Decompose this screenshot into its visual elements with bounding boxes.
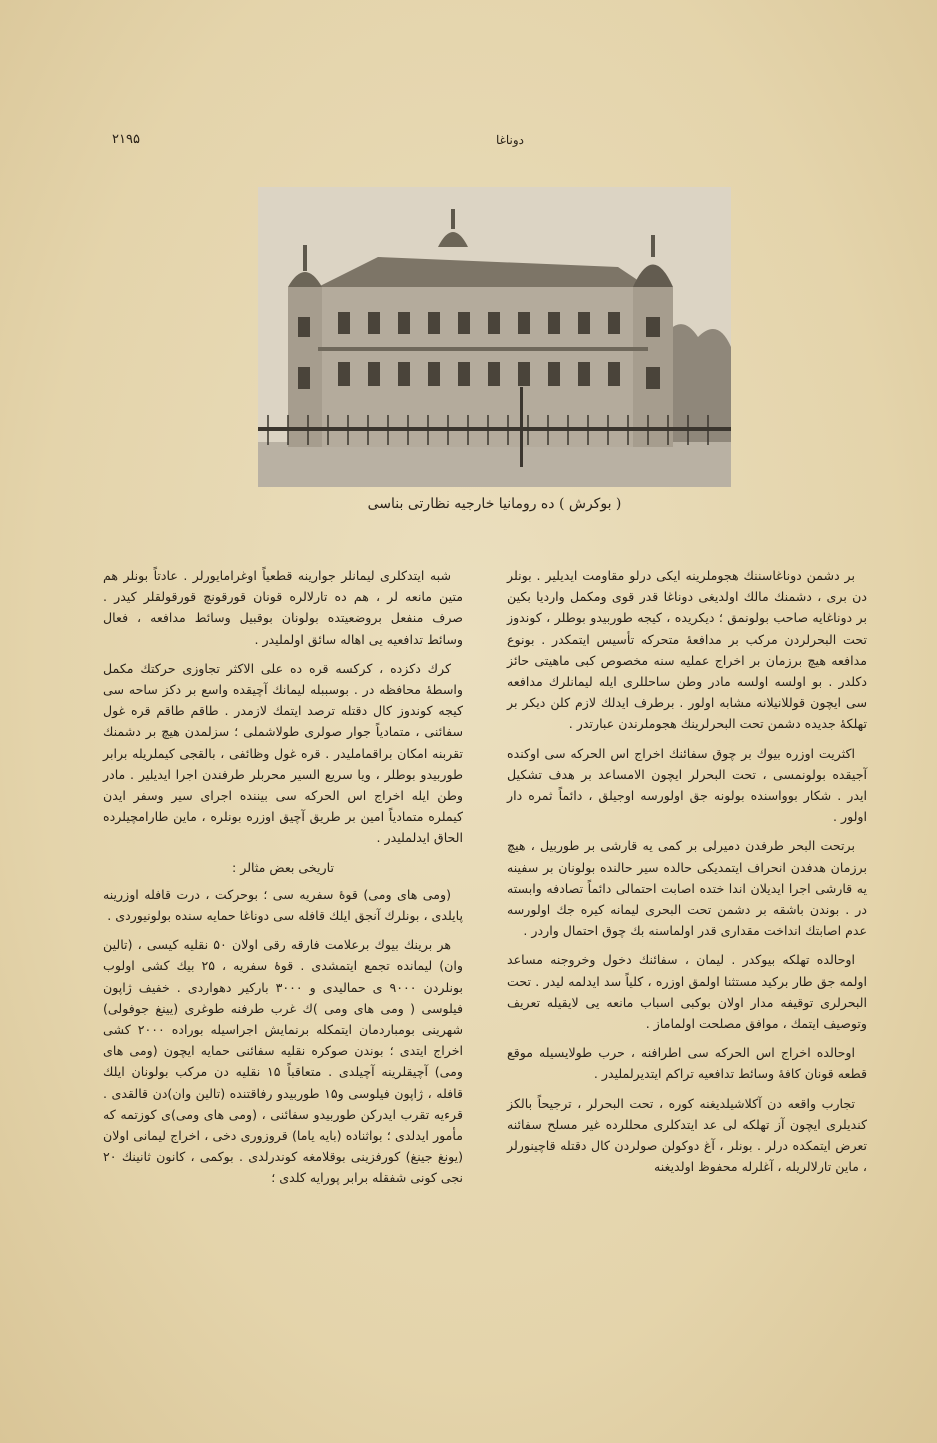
running-title: دوناغا (495, 133, 525, 147)
figure-caption: ( بوكرش ) ده رومانيا خارجيه نظارتى بناسى (367, 496, 622, 512)
paragraph: اوحالده اخراج اس الحرکه سی اطرافنه ، حرب طولایسیله موقع قطعه قونان کافهٔ وسائط تدافعیه تراکم ایتدیرلملیدر . (507, 1045, 867, 1082)
paragraph: برتحت البحر طرفدن دمیرلی بر کمی یه قارشی بر طوربیل ، هیچ برزمان هدفدن انحراف ایتمدیکی حالده سیر حالنده بولونان بر سفینه یه قارشی اجرا ایدیلان اندا ختده اصابت احتمالی دائماً تصادفه وابسته در . بوندن باشقه بر دشمن تحت البحری لیمانه کیره جك اولورسه عدم اصابتك انداخت مقداری قدر اولماسنه بك چوق احتمال واردر . (507, 838, 867, 939)
paragraph: بر دشمن دوناغاسننك هجوملرينه ايكى درلو مقاومت ايديلير . بونلر دن برى ، دشمنك مالك اولديغى دوناغا قدر قوى ومكمل واردیا بکین بر دوناغایه صاحب بولونمق ؛ دیکریده ، کیجه طوربیدو بوطلر ، کوندوز تحت البحرلردن مرکب بر مدافعهٔ متحرکه تأسیس ایتمکدر . بونوع مدافعه هیچ برزمان بر اخراج عملیه سنه مخصوص کبی ماهیتی حائز دکلدر . بو اولسه اولسه مادر وطن ساحللری ایله لیمانلرك مدافعه سی ایچون قوللانیلانه مشابه اولور . برطرف ایدلك لازم کلن دیکر بر تهلکهٔ جدیده دشمن تحت البحرلرینك هجوملرندن عبارتدر . (507, 568, 867, 732)
paragraph: اکثریت اوزره بیوك بر چوق سفائنك اخراج اس الحرکه سی اوکنده آجیقده بولونمسی ، تحت البحرلر ایچون الامساعد بر هدف تشکیل ایدر . شکار بوواسنده بولونه جق اولورسه اوجیلق ، دائماً ثمره دار اولور . (507, 745, 867, 825)
right-text-column (507, 565, 867, 1185)
paragraph: (ومی های ومی) قوهٔ سفریه سی ؛ بوحرکت ، درت قافله اوزرینه پایلدی ، بونلرك آنجق ایلك قافله سی دوناغا حمایه سنده بولونیوردی . (103, 886, 463, 924)
paragraph: شبه ایتدکلری لیمانلر جوارینه قطعیاً اوغرامایورلر . عادتاً بونلر هم متین مانعه لر ، هم ده تارلالره قونان قورقونچ قورقولقلر کیدر . صرف منفعل بروضعیتده بولونان بوقبیل وسائط مدافعه ، فعال وسائط تدافعیه یی اهاله سائق اولملیدر . (103, 568, 463, 647)
page-number: ۲۱۹۵ (112, 132, 140, 147)
paragraph: اوحالده تهلکه بیوکدر . لیمان ، سفائنك دخول وخروجنه مساعد اولمه جق طار برکید مستثنا اولمق اوزره ، کلیاً سد ایدلمه لیدر . تحت البحرلری توقیفه مدار اولان بوکبی اسباب مانعه یی لایقیله تعریف وتوصیف ایتمك ، موافق مصلحت اولماماز . (507, 952, 867, 1032)
paragraph: تجارب واقعه دن آکلاشیلدیغنه کوره ، تحت البحرلر ، ترجیحاً بالکز کندیلری ایچون آز تهلکه لی عد ایتدکلری محللرده غیر مسلح سفائنه تعرض ایتمکده درلر . بونلر ، آغ دوکولن صولردن کال دقتله قاچینورلر ، ماین تارلالریله ، آغلرله محفوظ اولدیغنه (507, 1095, 867, 1175)
left-text-column (103, 565, 463, 1197)
paragraph: کرك دکزده ، کرکسه قره ده علی الاکثر تجاوزی حرکتك مکمل واسطهٔ محافظه در . بوسببله لیمانك آچیقده واسع بر دکز ساحه سی کیجه کوندوز کال دقتله ترصد ایتمك لازمدر . طاقم طاقم قره غول سفائنی ، متمادیاً جوار صولری طولاشملی ؛ سزلمدن هیچ بر دشمنك تقربنه امکان براقماملیدر . قره غول وظائفی ، بالقجی کیملریله برابر طوربیدو بوطلر ، ویا سریع السیر محربلر طرفندن اجرا ایدیلیر . مادر وطن ایله اخراج اس الحرکه سی بیننده اجرای سیر وسفر ایدن کیملره متمادیاً امین بر طریق آچیق اوزره بونلره ، ماین طارامچیلرده الحاق ایدلملیدر . (103, 660, 463, 846)
building-photograph (258, 187, 731, 487)
section-heading: تاریخی بعض مثالر : (232, 859, 334, 875)
paragraph: هر برینك بیوك برعلامت فارقه رقی اولان ۵۰ نقلیه کیسی ، (تالین وان) لیمانده تجمع ایتمشدی . قوهٔ سفریه ، ۲۵ بیك کشی اولوب بونلردن ۹۰۰۰ ی حمالیدی و ۳۰۰۰ بارکیر دهواردی . خفیف ژاپون فیلوسی ( ومی های ومی )ك غرب طرفنه طوغری (یینغ جوفولی) شهرینی بومباردمان ایتمکله برنمایش اجراسیله بوراده ۲۰۰۰ کشی اخراج ایتدی ؛ بوندن صوکره نقلیه سفائنی حمایه ایچون (ومی های ومی) آچیقلرینه آچیلدی . متعاقباً ۱۵ نقلیه دن مرکب بولونان ایلك قافله ، ژاپون فیلوسی و۱۵ طوربیدو رفاقتنده (تالین وان)دن قالقدی . قرءیه تقرب ایدرکن طوربیدو سفائنی ، (ومی های ومی)ی کوزتمه که مأمور ایدلدی ؛ بواثناده (بایه یاما) قروزوری دخی ، اخراج لیمانی اولان (یونغ جینغ) کورفزینی بوقلامغه کوندرلدی . بوکمی ، کانون ثانینك ۲۰ نجی کونی شفقله برابر پورایه کلدی ؛ (103, 937, 463, 1186)
